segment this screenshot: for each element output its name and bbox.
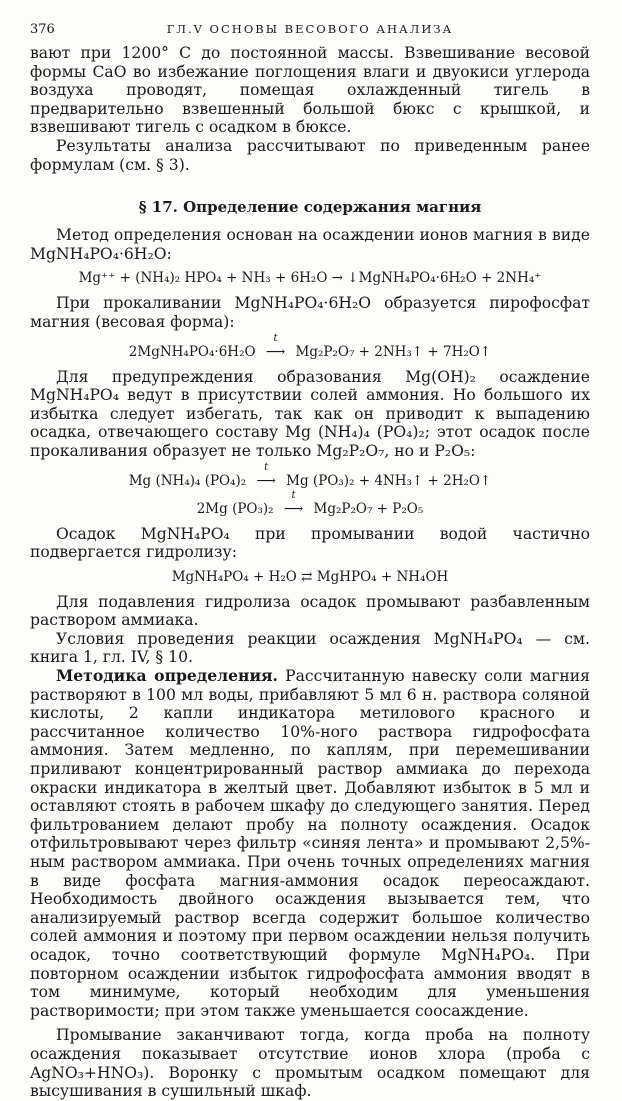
paragraph-hydrolysis: Осадок MgNH₄PO₄ при промывании водой частично подвергается гидролизу: [30, 524, 590, 562]
paragraph-prevention: Для предупреждения образования Mg(OH)₂ осаждение MgNH₄PO₄ ведут в присутствии солей аммония. Но большого их избытка следует избегать, так как он приводит к выпадению осадка, отвечающего составу Mg (NH₄)₄ (PO₄)₂; этот осадок после прокаливания образует не только Mg₂P₂O₇, но и P₂O₅: [30, 367, 590, 460]
equation-decomposition-2 [30, 489, 590, 517]
book-page [30, 22, 590, 1101]
paragraph-results: Результаты анализа рассчитывают по приведенным ранее формулам (см. § 3). [30, 136, 590, 174]
equation-left: 2MgNH₄PO₄·6H₂O [128, 343, 256, 360]
paragraph-suppression: Для подавления гидролиза осадок промывают разбавленным раствором аммиака. [30, 592, 590, 630]
procedure-text: Рассчитанную навеску соли магния растворяют в 100 мл воды, прибавляют 5 мл 6 н. раствора соляной кислоты, 2 капли индикатора метилового красного и рассчитанное количество 10%-ного раствора гидрофосфата аммония. Затем медленно, по каплям, при перемешивании приливают концентрированный раствор аммиака до перехода окраски индикатора в желтый цвет. Добавляют избыток в 5 мл и оставляют стоять в рабочем шкафу до следующего занятия. Перед фильтрованием делают пробу на полноту осаждения. Осадок отфильтровывают через фильтр «синяя лента» и промывают 2,5%-ным раствором аммиака. При очень точных определениях магния в виде фосфата магния-аммония осадок переосаждают. Необходимость двойного осаждения вызывается тем, что анализируемый раствор всегда содержит большое количество солей аммония и поэтому при первом осаждении нельзя получить осадок, точно соответствующий формуле MgNH₄PO₄. При повторном осаждении избыток гидрофосфата аммония вводят в том минимуме, который необходим для уменьшения растворимости; при этом также уменьшается соосаждение. [30, 667, 590, 1020]
equation-left: 2Mg (PO₃)₂ [196, 500, 274, 517]
equation-hydrolysis: MgNH₄PO₄ + H₂O ⇄ MgHPO₄ + NH₄OH [171, 568, 449, 585]
section-title: § 17. Определение содержания магния [138, 198, 482, 217]
procedure-label: Методика определения. [56, 666, 278, 686]
equation-right: Mg₂P₂O₇ + 2NH₃↑ + 7H₂O↑ [295, 343, 492, 360]
equation-left: Mg (NH₄)₄ (PO₄)₂ [128, 472, 247, 489]
equation-decomposition-1 [30, 461, 590, 489]
equation-right: Mg₂P₂O₇ + P₂O₅ [313, 500, 424, 517]
paragraph-washing: Промывание заканчивают тогда, когда проба на полноту осаждения показывает отсутствие ионов хлора (проба с AgNO₃+HNO₃). Воронку с промытым осадком помещают для высушивания в сушильный шкаф. [30, 1026, 590, 1101]
paragraph-method: Метод определения основан на осаждении ионов магния в виде MgNH₄PO₄·6H₂O: [30, 226, 590, 263]
page-number: 376 [30, 22, 55, 37]
arrow-icon: t ⟶ [260, 344, 291, 360]
paragraph-intro: вают при 1200° С до постоянной массы. Взвешивание весовой формы CaO во избежание поглощения влаги и двуокиси углерода воздуха проводят, помещая охлажденный тигель в предварительно взвешенный большой бюкс с крышкой, и взвешивают тигель с осадком в бюксе. [30, 44, 590, 137]
arrow-icon: t ⟶ [251, 473, 282, 489]
equation-precipitation: Mg⁺⁺ + (NH₄)₂ HPO₄ + NH₃ + 6H₂O → ↓MgNH₄PO₄·6H₂O + 2NH₄⁺ [78, 270, 542, 287]
arrow-label: t [264, 461, 269, 473]
paragraph-conditions: Условия проведения реакции осаждения MgNH₄PO₄ — см. книга 1, гл. IV, § 10. [30, 629, 590, 667]
arrow-icon: t ⟶ [278, 501, 309, 517]
equation-right: Mg (PO₃)₂ + 4NH₃↑ + 2H₂O↑ [286, 472, 492, 489]
paragraph-calcination: При прокаливании MgNH₄PO₄·6H₂O образуется пирофосфат магния (весовая форма): [30, 294, 590, 331]
running-title: ГЛ.V ОСНОВЫ ВЕСОВОГО АНАЛИЗА [166, 22, 454, 36]
equation-pyrophosphate [30, 332, 590, 360]
arrow-label: t [273, 332, 278, 344]
paragraph-procedure [30, 667, 590, 1020]
arrow-label: t [291, 489, 296, 501]
page-header [30, 22, 590, 44]
